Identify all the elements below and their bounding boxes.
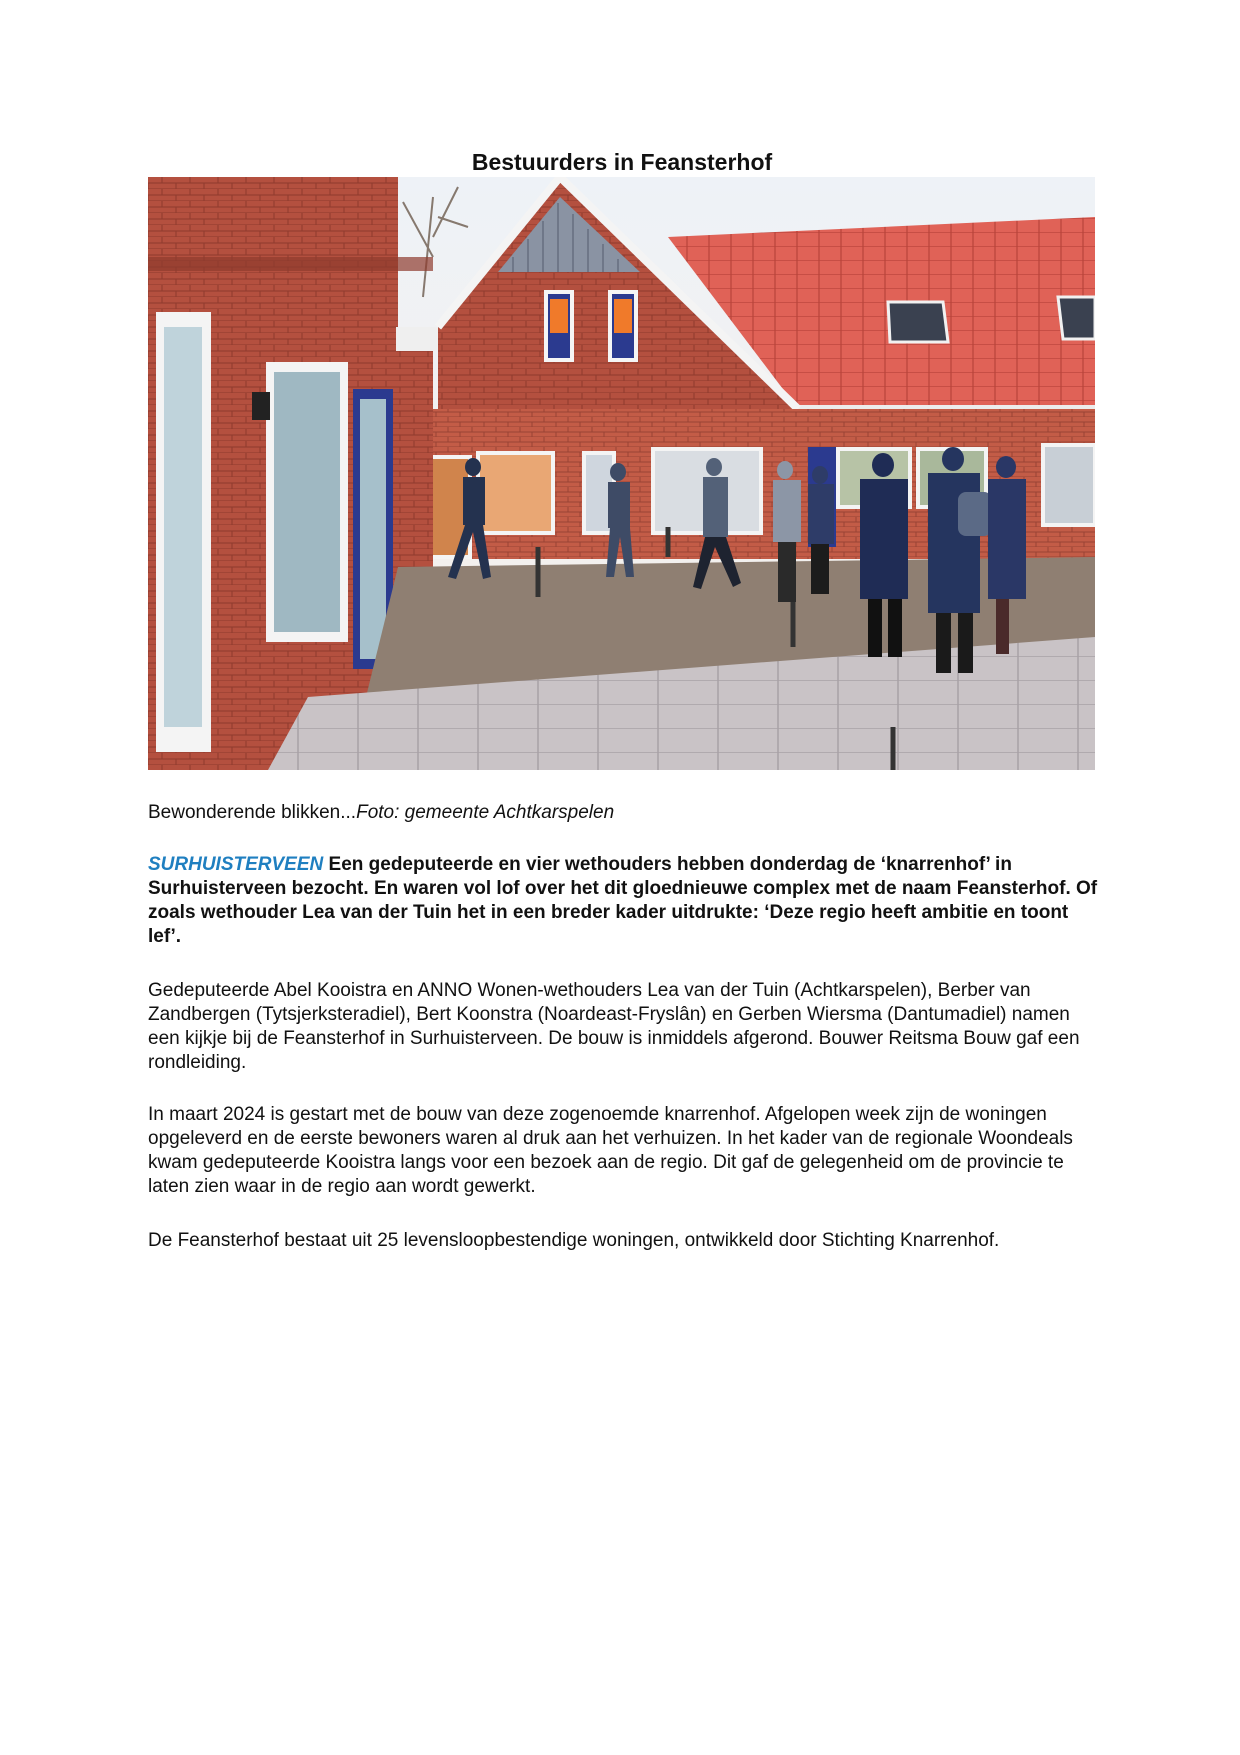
body-paragraph-3: De Feansterhof bestaat uit 25 levensloopbestendige woningen, ontwikkeld door Stichting Knarrenhof. [148,1230,1000,1251]
photo-credit: Foto: gemeente Achtkarspelen [356,802,615,823]
body-paragraph-1: Gedeputeerde Abel Kooistra en ANNO Wonen-wethouders Lea van der Tuin (Achtkarspelen), Berber van Zandbergen (Tytsjerksteradiel), Bert Koonstra (Noardeast-Fryslân) en Gerben Wiersma (Dantumadiel) namen een kijkje bij de Feansterhof in Surhuisterveen. De bouw is inmiddels afgerond. Bouwer Reitsma Bouw gaf een rondleiding. [148,980,1080,1073]
article-photo [148,177,1095,770]
caption-text: Bewonderende blikken... [148,802,357,823]
photo-caption [148,801,614,825]
article-title: Bestuurders in Feansterhof [471,149,773,175]
body-paragraph-2: In maart 2024 is gestart met de bouw van deze zogenoemde knarrenhof. Afgelopen week zijn de woningen opgeleverd en de eerste bewoners waren al druk aan het verhuizen. In het kader van de regionale Woondeals kwam gedeputeerde Kooistra langs voor een bezoek aan de regio. Dit gaf de gelegenheid om de provincie te laten zien waar in de regio aan wordt gewerkt. [148,1104,1073,1197]
lead-text: Een gedeputeerde en vier wethouders hebben donderdag de ‘knarrenhof’ in Surhuisterveen bezocht. En waren vol lof over het dit gloednieuwe complex met de naam Feansterhof. Of zoals wethouder Lea van der Tuin het in een breder kader uitdrukte: ‘Deze regio heeft ambitie en toont lef’. [148,854,1098,947]
dateline-place: SURHUISTERVEEN [148,854,324,875]
article-lead [148,853,1098,949]
